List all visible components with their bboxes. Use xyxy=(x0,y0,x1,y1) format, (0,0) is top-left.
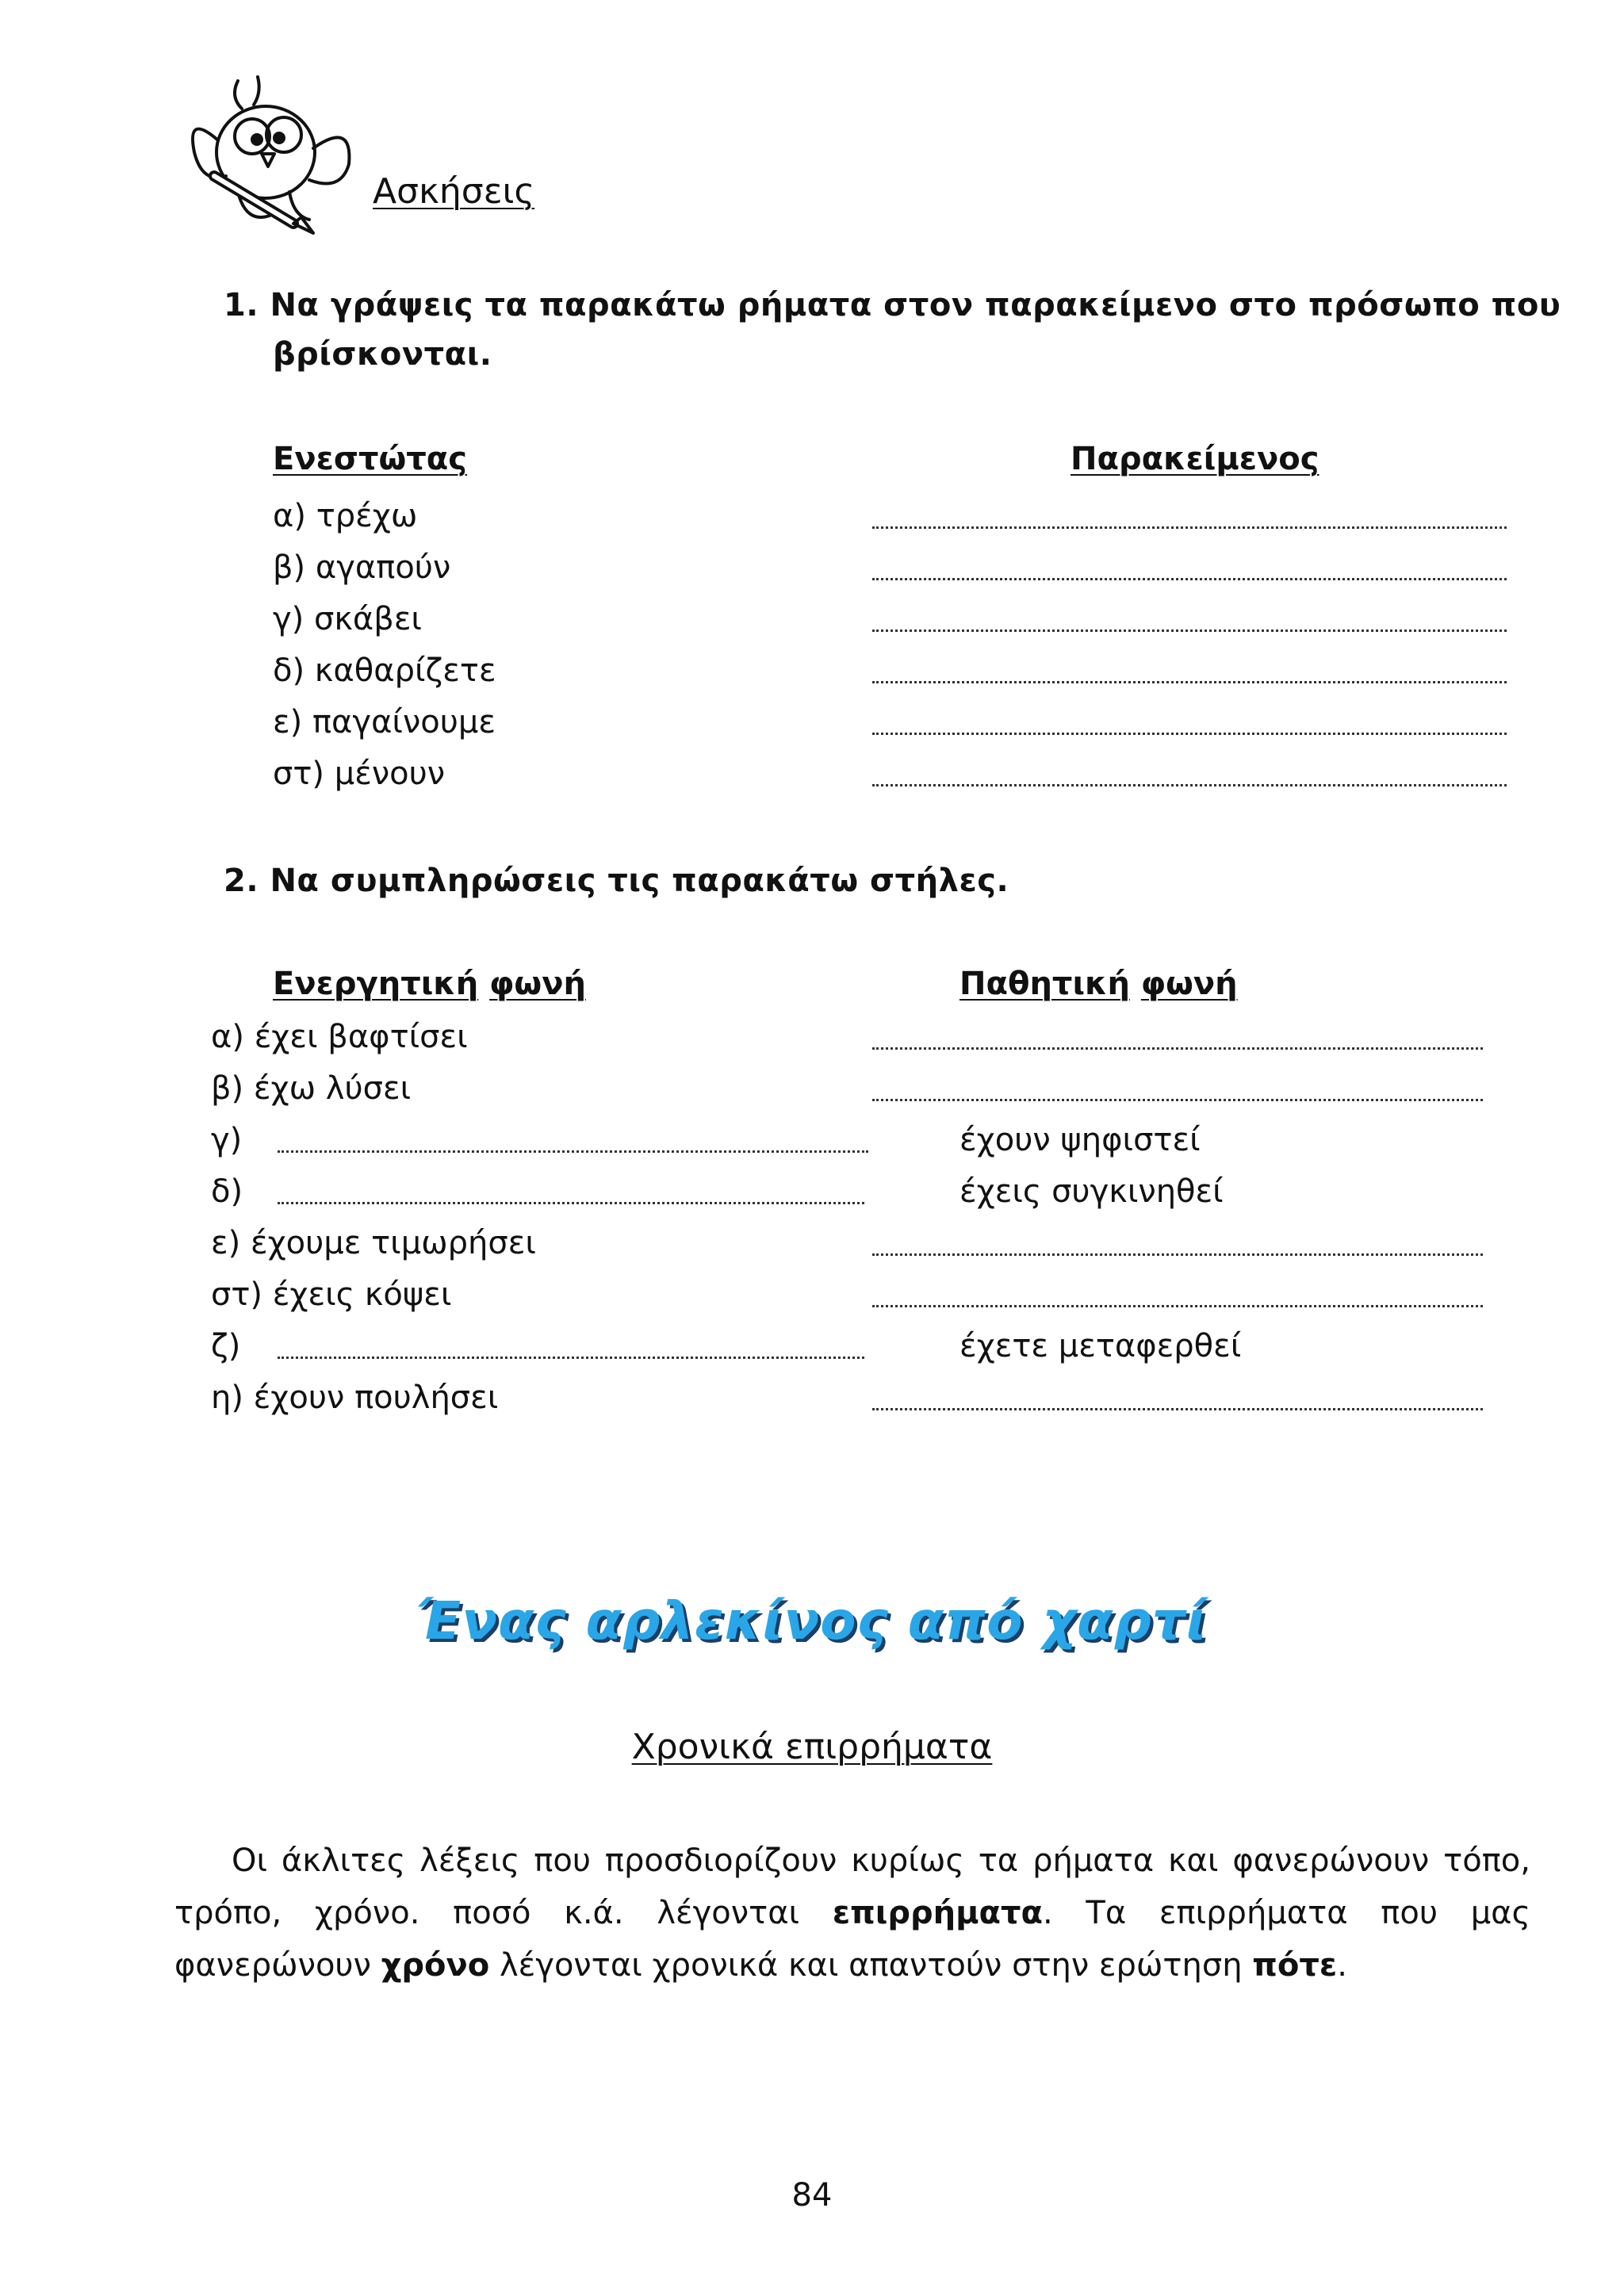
exercise-2-column-passive xyxy=(959,966,1238,1002)
term-when: πότε xyxy=(1252,1947,1338,1984)
exercise-1-item: δ) καθαρίζετε xyxy=(273,652,496,689)
answer-blank[interactable] xyxy=(872,733,1507,735)
page-header-title: Ασκήσεις xyxy=(373,171,535,212)
exercise-1-item: στ) μένουν xyxy=(273,756,446,792)
column-passive-word-2: φωνή xyxy=(1140,966,1238,1002)
exercise-2-row-left: α) έχει βαφτίσει xyxy=(211,1019,468,1055)
answer-blank[interactable] xyxy=(872,681,1507,683)
answer-blank[interactable] xyxy=(872,578,1507,580)
exercise-1-item: β) αγαπούν xyxy=(273,549,451,586)
page-number: 84 xyxy=(791,2177,833,2214)
answer-blank[interactable] xyxy=(872,1253,1483,1256)
column-active-word-1: Ενεργητική xyxy=(273,966,479,1002)
paragraph-line-3 xyxy=(174,1939,1530,1992)
exercise-2-row-right: έχετε μεταφερθεί xyxy=(959,1328,1242,1364)
answer-blank[interactable] xyxy=(872,1099,1483,1101)
exercise-2-row-right: έχεις συγκινηθεί xyxy=(959,1173,1224,1210)
owl-with-pencil-icon xyxy=(182,65,373,247)
exercise-2-row-left: ε) έχουμε τιμωρήσει xyxy=(211,1225,536,1261)
exercise-1-item: α) τρέχω xyxy=(273,498,418,534)
paragraph-text: τρόπο, χρόνο. ποσό κ.ά. λέγονται xyxy=(174,1895,833,1931)
paragraph-text: φανερώνουν xyxy=(174,1947,381,1984)
paragraph-line-1: Οι άκλιτες λέξεις που προσδιορίζουν κυρίως τα ρήματα και φανερώνουν τόπο, xyxy=(232,1843,1530,1879)
answer-blank[interactable] xyxy=(872,526,1507,529)
exercise-1-instruction-line-1: 1. Να γράψεις τα παρακάτω ρήματα στον παρακείμενο στο πρόσωπο που xyxy=(224,287,1561,323)
exercise-1-column-present: Ενεστώτας xyxy=(273,441,467,477)
answer-blank[interactable] xyxy=(872,1047,1483,1050)
exercise-2-row-left: β) έχω λύσει xyxy=(211,1070,412,1107)
exercise-1-instruction-line-2: βρίσκονται. xyxy=(273,336,492,373)
section-title: Ένας αρλεκίνος από χαρτί xyxy=(416,1590,1208,1651)
term-adverbs: επιρρήματα xyxy=(832,1895,1043,1931)
exercise-2-row-left: γ) xyxy=(211,1122,243,1158)
column-active-word-2: φωνή xyxy=(489,966,586,1002)
column-passive-word-1: Παθητική xyxy=(959,966,1130,1002)
section-subtitle: Χρονικά επιρρήματα xyxy=(631,1727,993,1767)
paragraph-text: λέγονται χρονικά και απαντούν στην ερώτηση xyxy=(489,1947,1253,1984)
answer-blank[interactable] xyxy=(278,1357,864,1359)
answer-blank[interactable] xyxy=(278,1202,864,1204)
answer-blank[interactable] xyxy=(872,1305,1483,1307)
answer-blank[interactable] xyxy=(278,1150,868,1153)
exercise-2-row-right: έχουν ψηφιστεί xyxy=(959,1122,1201,1158)
answer-blank[interactable] xyxy=(872,629,1507,632)
paragraph-text: . xyxy=(1337,1947,1347,1984)
exercise-1-column-perfect: Παρακείμενος xyxy=(1071,441,1320,477)
term-time: χρόνο xyxy=(381,1947,490,1984)
exercise-2-row-left: στ) έχεις κόψει xyxy=(211,1276,452,1313)
exercise-1-item: γ) σκάβει xyxy=(273,601,422,637)
answer-blank[interactable] xyxy=(872,784,1507,786)
exercise-2-row-left: η) έχουν πουλήσει xyxy=(211,1380,499,1416)
paragraph-line-2 xyxy=(174,1887,1530,1939)
exercise-2-instruction: 2. Να συμπληρώσεις τις παρακάτω στήλες. xyxy=(224,863,1009,899)
exercise-2-row-left: ζ) xyxy=(211,1328,241,1364)
exercise-2-row-left: δ) xyxy=(211,1173,243,1210)
definition-paragraph xyxy=(174,1835,1530,1992)
answer-blank[interactable] xyxy=(872,1408,1483,1410)
exercise-2-column-active xyxy=(273,966,586,1002)
paragraph-text: . Τα επιρρήματα που μας xyxy=(1042,1895,1530,1931)
exercise-1-item: ε) παγαίνουμε xyxy=(273,704,496,740)
